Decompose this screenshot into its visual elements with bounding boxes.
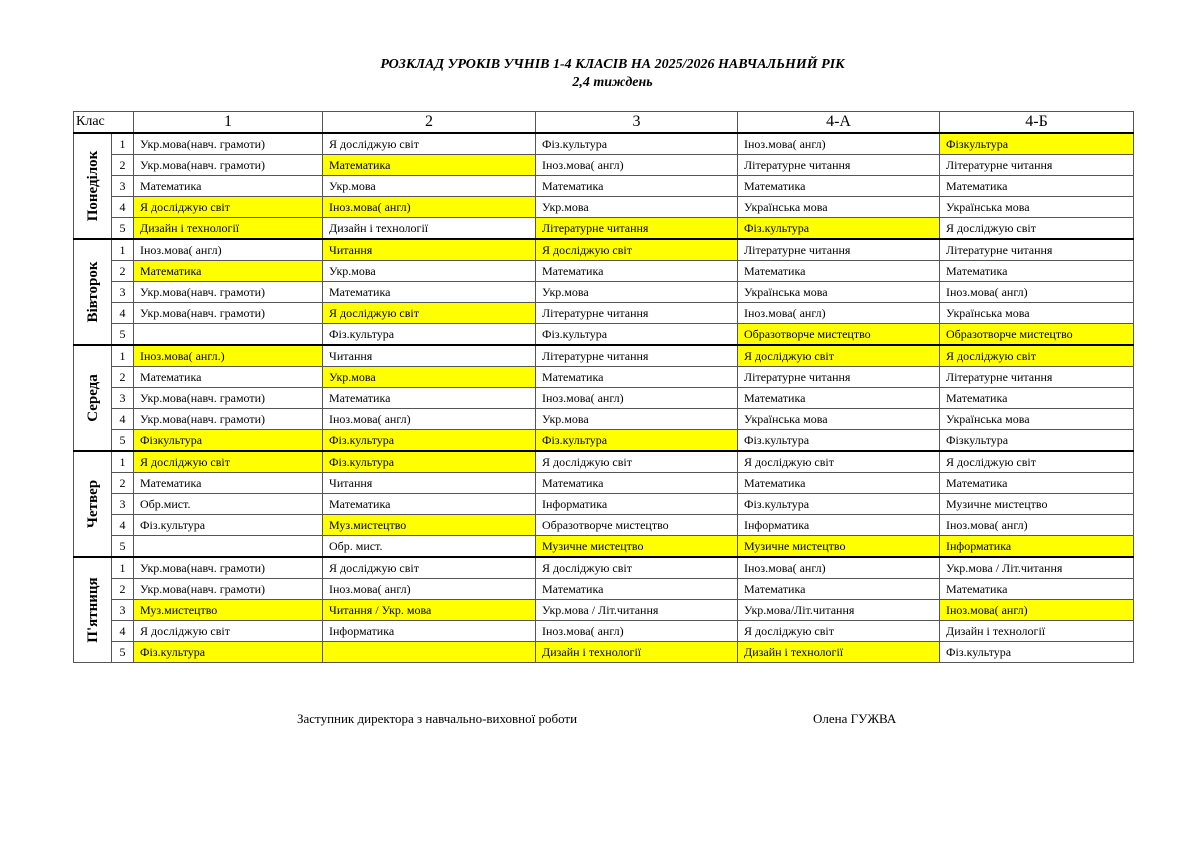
lesson-row — [74, 388, 1134, 409]
subject-cell: Я досліджую світ — [940, 451, 1134, 473]
day-cell — [74, 557, 112, 662]
lesson-number: 4 — [112, 621, 134, 642]
subject-cell: Математика — [536, 579, 738, 600]
subject-cell: Математика — [738, 261, 940, 282]
lesson-row — [74, 176, 1134, 197]
lesson-number: 4 — [112, 409, 134, 430]
class-header-3: 3 — [536, 112, 738, 134]
lesson-row — [74, 367, 1134, 388]
lesson-number: 5 — [112, 217, 134, 239]
subject-cell: Іноз.мова( англ) — [738, 557, 940, 579]
subject-cell: Укр.мова — [323, 261, 536, 282]
lesson-number: 2 — [112, 579, 134, 600]
subject-cell: Математика — [536, 261, 738, 282]
class-header-4a: 4-А — [738, 112, 940, 134]
subject-cell: Дизайн і технології — [323, 217, 536, 239]
subject-cell: Літературне читання — [738, 155, 940, 176]
title-line-1: РОЗКЛАД УРОКІВ УЧНІВ 1-4 КЛАСІВ НА 2025/2026 НАВЧАЛЬНИЙ РІК — [380, 57, 845, 72]
lesson-number: 3 — [112, 176, 134, 197]
lesson-row — [74, 621, 1134, 642]
title-line-2: 2,4 тиждень — [572, 75, 653, 90]
subject-cell: Я досліджую світ — [738, 345, 940, 367]
subject-cell: Фіз.культура — [536, 133, 738, 155]
lesson-number: 1 — [112, 133, 134, 155]
subject-cell: Іноз.мова( англ) — [323, 196, 536, 217]
subject-cell: Літературне читання — [536, 345, 738, 367]
subject-cell: Фіз.культура — [536, 323, 738, 345]
subject-cell: Математика — [940, 473, 1134, 494]
subject-cell: Укр.мова — [536, 196, 738, 217]
subject-cell: Дизайн і технології — [536, 641, 738, 662]
subject-cell: Українська мова — [738, 282, 940, 303]
subject-cell: Іноз.мова( англ.) — [134, 345, 323, 367]
day-label: Четвер — [84, 479, 101, 529]
subject-cell: Укр.мова/Літ.читання — [738, 600, 940, 621]
subject-cell — [134, 323, 323, 345]
subject-cell: Дизайн і технології — [738, 641, 940, 662]
subject-cell: Іноз.мова( англ) — [940, 600, 1134, 621]
subject-cell: Читання — [323, 239, 536, 261]
lesson-row — [74, 473, 1134, 494]
subject-cell: Іноз.мова( англ) — [323, 409, 536, 430]
subject-cell: Музичне мистецтво — [940, 494, 1134, 515]
lesson-row — [74, 579, 1134, 600]
subject-cell: Математика — [940, 579, 1134, 600]
lesson-row — [74, 557, 1134, 579]
day-cell — [74, 345, 112, 451]
subject-cell: Математика — [940, 388, 1134, 409]
lesson-row — [74, 155, 1134, 176]
subject-cell: Я досліджую світ — [940, 217, 1134, 239]
subject-cell: Іноз.мова( англ) — [940, 282, 1134, 303]
subject-cell: Муз.мистецтво — [134, 600, 323, 621]
subject-cell: Я досліджую світ — [536, 557, 738, 579]
subject-cell: Іноз.мова( англ) — [738, 302, 940, 323]
subject-cell: Літературне читання — [536, 217, 738, 239]
subject-cell: Укр.мова / Літ.читання — [536, 600, 738, 621]
subject-cell: Літературне читання — [940, 155, 1134, 176]
subject-cell: Обр. мист. — [323, 535, 536, 557]
subject-cell: Фіз.культура — [323, 451, 536, 473]
subject-cell: Я досліджую світ — [536, 451, 738, 473]
lesson-number: 3 — [112, 600, 134, 621]
lesson-row — [74, 323, 1134, 345]
subject-cell: Іноз.мова( англ) — [323, 579, 536, 600]
subject-cell: Укр.мова — [536, 282, 738, 303]
lesson-number: 2 — [112, 261, 134, 282]
subject-cell: Іноз.мова( англ) — [536, 621, 738, 642]
subject-cell: Укр.мова / Літ.читання — [940, 557, 1134, 579]
subject-cell: Інформатика — [323, 621, 536, 642]
subject-cell: Фізкультура — [134, 429, 323, 451]
lesson-row — [74, 345, 1134, 367]
subject-cell: Іноз.мова( англ) — [536, 388, 738, 409]
subject-cell: Математика — [323, 155, 536, 176]
subject-cell: Укр.мова(навч. грамоти) — [134, 155, 323, 176]
subject-cell: Я досліджую світ — [738, 621, 940, 642]
lesson-row — [74, 261, 1134, 282]
subject-cell: Фізкультура — [940, 133, 1134, 155]
subject-cell — [323, 641, 536, 662]
class-header-4b: 4-Б — [940, 112, 1134, 134]
subject-cell: Укр.мова — [323, 367, 536, 388]
subject-cell: Укр.мова(навч. грамоти) — [134, 388, 323, 409]
lesson-row — [74, 239, 1134, 261]
lesson-row — [74, 429, 1134, 451]
subject-cell: Інформатика — [536, 494, 738, 515]
subject-cell: Математика — [134, 473, 323, 494]
lesson-number: 4 — [112, 196, 134, 217]
signature-position: Заступник директора з навчально-виховної роботи — [297, 711, 578, 726]
subject-cell: Образотворче мистецтво — [738, 323, 940, 345]
subject-cell — [134, 535, 323, 557]
lesson-number: 5 — [112, 429, 134, 451]
subject-cell: Я досліджую світ — [323, 133, 536, 155]
subject-cell: Фіз.культура — [134, 515, 323, 536]
subject-cell: Укр.мова(навч. грамоти) — [134, 133, 323, 155]
subject-cell: Математика — [738, 473, 940, 494]
subject-cell: Математика — [738, 176, 940, 197]
subject-cell: Математика — [738, 388, 940, 409]
subject-cell: Літературне читання — [536, 302, 738, 323]
subject-cell: Укр.мова — [536, 409, 738, 430]
subject-cell: Я досліджую світ — [536, 239, 738, 261]
subject-cell: Літературне читання — [738, 367, 940, 388]
subject-cell: Обр.мист. — [134, 494, 323, 515]
class-header-1: 1 — [134, 112, 323, 134]
subject-cell: Образотворче мистецтво — [536, 515, 738, 536]
subject-cell: Фіз.культура — [134, 641, 323, 662]
subject-cell: Фіз.культура — [738, 429, 940, 451]
subject-cell: Математика — [134, 367, 323, 388]
schedule-body — [74, 133, 1134, 663]
subject-cell: Математика — [940, 176, 1134, 197]
lesson-number: 3 — [112, 494, 134, 515]
subject-cell: Я досліджую світ — [134, 621, 323, 642]
lesson-row — [74, 600, 1134, 621]
lesson-number: 4 — [112, 302, 134, 323]
subject-cell: Літературне читання — [738, 239, 940, 261]
subject-cell: Математика — [738, 579, 940, 600]
subject-cell: Математика — [323, 494, 536, 515]
subject-cell: Математика — [134, 261, 323, 282]
subject-cell: Математика — [323, 388, 536, 409]
class-header-label: Клас — [74, 112, 134, 134]
lesson-number: 1 — [112, 345, 134, 367]
schedule-table — [73, 111, 1134, 663]
subject-cell: Я досліджую світ — [134, 451, 323, 473]
subject-cell: Музичне мистецтво — [738, 535, 940, 557]
signature-name: Олена ГУЖВА — [813, 711, 897, 726]
subject-cell: Я досліджую світ — [323, 557, 536, 579]
subject-cell: Математика — [536, 176, 738, 197]
subject-cell: Українська мова — [940, 302, 1134, 323]
subject-cell: Українська мова — [738, 196, 940, 217]
subject-cell: Образотворче мистецтво — [940, 323, 1134, 345]
subject-cell: Літературне читання — [940, 239, 1134, 261]
subject-cell: Дизайн і технології — [940, 621, 1134, 642]
lesson-row — [74, 515, 1134, 536]
subject-cell: Фіз.культура — [536, 429, 738, 451]
lesson-number: 3 — [112, 388, 134, 409]
lesson-row — [74, 451, 1134, 473]
lesson-number: 2 — [112, 473, 134, 494]
subject-cell: Українська мова — [940, 409, 1134, 430]
subject-cell: Читання — [323, 345, 536, 367]
subject-cell: Іноз.мова( англ) — [738, 133, 940, 155]
subject-cell: Муз.мистецтво — [323, 515, 536, 536]
day-label: Понеділок — [84, 150, 101, 222]
subject-cell: Математика — [940, 261, 1134, 282]
subject-cell: Українська мова — [940, 196, 1134, 217]
lesson-number: 1 — [112, 451, 134, 473]
lesson-row — [74, 494, 1134, 515]
subject-cell: Я досліджую світ — [738, 451, 940, 473]
subject-cell: Укр.мова(навч. грамоти) — [134, 282, 323, 303]
lesson-row — [74, 641, 1134, 662]
lesson-row — [74, 196, 1134, 217]
subject-cell: Іноз.мова( англ) — [940, 515, 1134, 536]
subject-cell: Фіз.культура — [323, 323, 536, 345]
class-header-2: 2 — [323, 112, 536, 134]
day-cell — [74, 451, 112, 557]
subject-cell: Фіз.культура — [323, 429, 536, 451]
subject-cell: Укр.мова(навч. грамоти) — [134, 302, 323, 323]
subject-cell: Я досліджую світ — [940, 345, 1134, 367]
subject-cell: Математика — [536, 473, 738, 494]
subject-cell: Укр.мова — [323, 176, 536, 197]
subject-cell: Я досліджую світ — [134, 196, 323, 217]
lesson-row — [74, 409, 1134, 430]
subject-cell: Математика — [536, 367, 738, 388]
day-label: П'ятниця — [84, 577, 101, 643]
subject-cell: Я досліджую світ — [323, 302, 536, 323]
lesson-number: 5 — [112, 535, 134, 557]
subject-cell: Укр.мова(навч. грамоти) — [134, 557, 323, 579]
lesson-number: 2 — [112, 367, 134, 388]
lesson-number: 2 — [112, 155, 134, 176]
subject-cell: Укр.мова(навч. грамоти) — [134, 579, 323, 600]
lesson-number: 4 — [112, 515, 134, 536]
subject-cell: Укр.мова(навч. грамоти) — [134, 409, 323, 430]
lesson-row — [74, 133, 1134, 155]
subject-cell: Дизайн і технології — [134, 217, 323, 239]
subject-cell: Фіз.культура — [738, 494, 940, 515]
day-label: Вівторок — [84, 261, 101, 323]
subject-cell: Літературне читання — [940, 367, 1134, 388]
subject-cell: Читання / Укр. мова — [323, 600, 536, 621]
lesson-row — [74, 535, 1134, 557]
subject-cell: Математика — [323, 282, 536, 303]
subject-cell: Фіз.культура — [940, 641, 1134, 662]
subject-cell: Читання — [323, 473, 536, 494]
subject-cell: Українська мова — [738, 409, 940, 430]
day-cell — [74, 239, 112, 345]
subject-cell: Математика — [134, 176, 323, 197]
day-cell — [74, 133, 112, 239]
document-title — [0, 56, 1200, 92]
subject-cell: Музичне мистецтво — [536, 535, 738, 557]
subject-cell: Інформатика — [940, 535, 1134, 557]
lesson-number: 3 — [112, 282, 134, 303]
lesson-number: 5 — [112, 641, 134, 662]
header-row — [74, 112, 1134, 134]
lesson-row — [74, 217, 1134, 239]
lesson-number: 5 — [112, 323, 134, 345]
day-label: Середа — [84, 374, 101, 422]
subject-cell: Фізкультура — [940, 429, 1134, 451]
subject-cell: Іноз.мова( англ) — [536, 155, 738, 176]
lesson-number: 1 — [112, 239, 134, 261]
lesson-row — [74, 302, 1134, 323]
lesson-row — [74, 282, 1134, 303]
lesson-number: 1 — [112, 557, 134, 579]
subject-cell: Іноз.мова( англ) — [134, 239, 323, 261]
subject-cell: Фіз.культура — [738, 217, 940, 239]
subject-cell: Інформатика — [738, 515, 940, 536]
